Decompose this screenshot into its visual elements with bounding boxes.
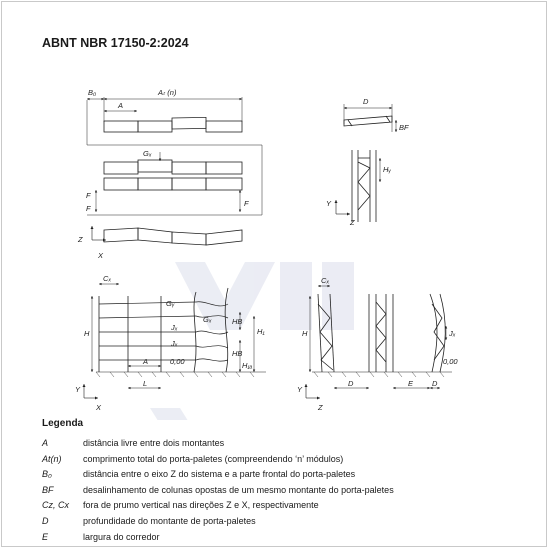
label-cx: Cₓ <box>103 274 112 283</box>
label-jz: Jₓ <box>449 329 456 338</box>
label-h: H <box>84 329 90 338</box>
legend-item <box>42 454 522 470</box>
label-a: A <box>143 357 149 366</box>
legend-symbol: D <box>42 515 49 526</box>
label-h1a: H₁ₐ <box>242 361 253 370</box>
legend-description: desalinhamento de colunas opostas de um mesmo montante do porta-paletes <box>83 484 394 495</box>
legend-symbol: E <box>42 531 49 542</box>
legend-item <box>42 516 522 532</box>
legend-description: profundidade do montante de porta-paletes <box>83 515 256 526</box>
label-f-right: F <box>244 199 249 208</box>
figure-labels <box>75 88 458 412</box>
label-gz: Gₓ <box>143 149 152 158</box>
legend-item <box>42 438 522 454</box>
plan-view <box>87 97 262 245</box>
label-z-side: Z <box>318 403 323 412</box>
legend-title: Legenda <box>42 418 84 429</box>
label-h1: H₁ <box>257 327 265 336</box>
label-y-detail: Y <box>326 199 332 208</box>
watermark <box>150 262 354 420</box>
label-d: D <box>348 379 354 388</box>
label-y-side: Y <box>297 385 303 394</box>
label-a-top: A <box>118 101 124 110</box>
label-b0: B₀ <box>88 88 97 97</box>
legend-item <box>42 485 522 501</box>
label-cz: Cₓ <box>321 276 330 285</box>
label-zero-left: 0,00 <box>170 357 185 366</box>
legend-list <box>42 438 522 547</box>
label-hb: HB <box>232 317 243 326</box>
legend-description: distância entre o eixo Z do sistema e a parte frontal do porta-paletes <box>83 469 356 480</box>
label-h-side: H <box>302 329 308 338</box>
label-bf: BF <box>399 123 409 132</box>
label-y-front: Y <box>75 385 81 394</box>
label-x-plan: X <box>98 251 104 260</box>
legend-description: largura do corredor <box>83 531 160 542</box>
label-gx: Gₓ <box>203 315 212 324</box>
label-at: Aₜ (n) <box>158 88 177 97</box>
label-f-left-2: F <box>86 204 91 213</box>
legend-symbol: Cz, Cx <box>42 500 69 511</box>
legend-symbol: At(n) <box>42 453 62 464</box>
legend-symbol: BF <box>42 484 54 495</box>
standard-title: ABNT NBR 17150-2:2024 <box>42 36 189 50</box>
label-f-left: F <box>86 191 91 200</box>
legend-symbol: A <box>42 438 49 448</box>
legend-item <box>42 532 522 548</box>
label-l: L <box>143 379 148 388</box>
label-x-front: X <box>96 403 102 412</box>
label-hb-2: HB <box>232 349 243 358</box>
label-z-plan: Z <box>78 235 83 244</box>
label-d-top: D <box>363 97 369 106</box>
legend-description: distância livre entre dois montantes <box>83 438 225 448</box>
label-jx-2: Jₓ <box>171 339 178 348</box>
label-e: E <box>408 379 414 388</box>
legend-description: fora de prumo vertical nas direções Z e X, respectivamente <box>83 500 319 511</box>
legend-item <box>42 500 522 516</box>
label-z-detail: Z <box>350 218 355 227</box>
legend-description: comprimento total do porta-paletes (compreendendo ‘n’ módulos) <box>83 453 344 464</box>
label-gy: Gᵧ <box>166 299 175 308</box>
label-hy: Hᵧ <box>383 165 392 174</box>
legend-item <box>42 469 522 485</box>
detail-top-right <box>336 104 396 222</box>
label-jx: Jₓ <box>171 323 178 332</box>
legend-symbol: B₀ <box>42 469 52 480</box>
label-d-2: D <box>432 379 438 388</box>
label-zero-right: 0,00 <box>443 357 458 366</box>
